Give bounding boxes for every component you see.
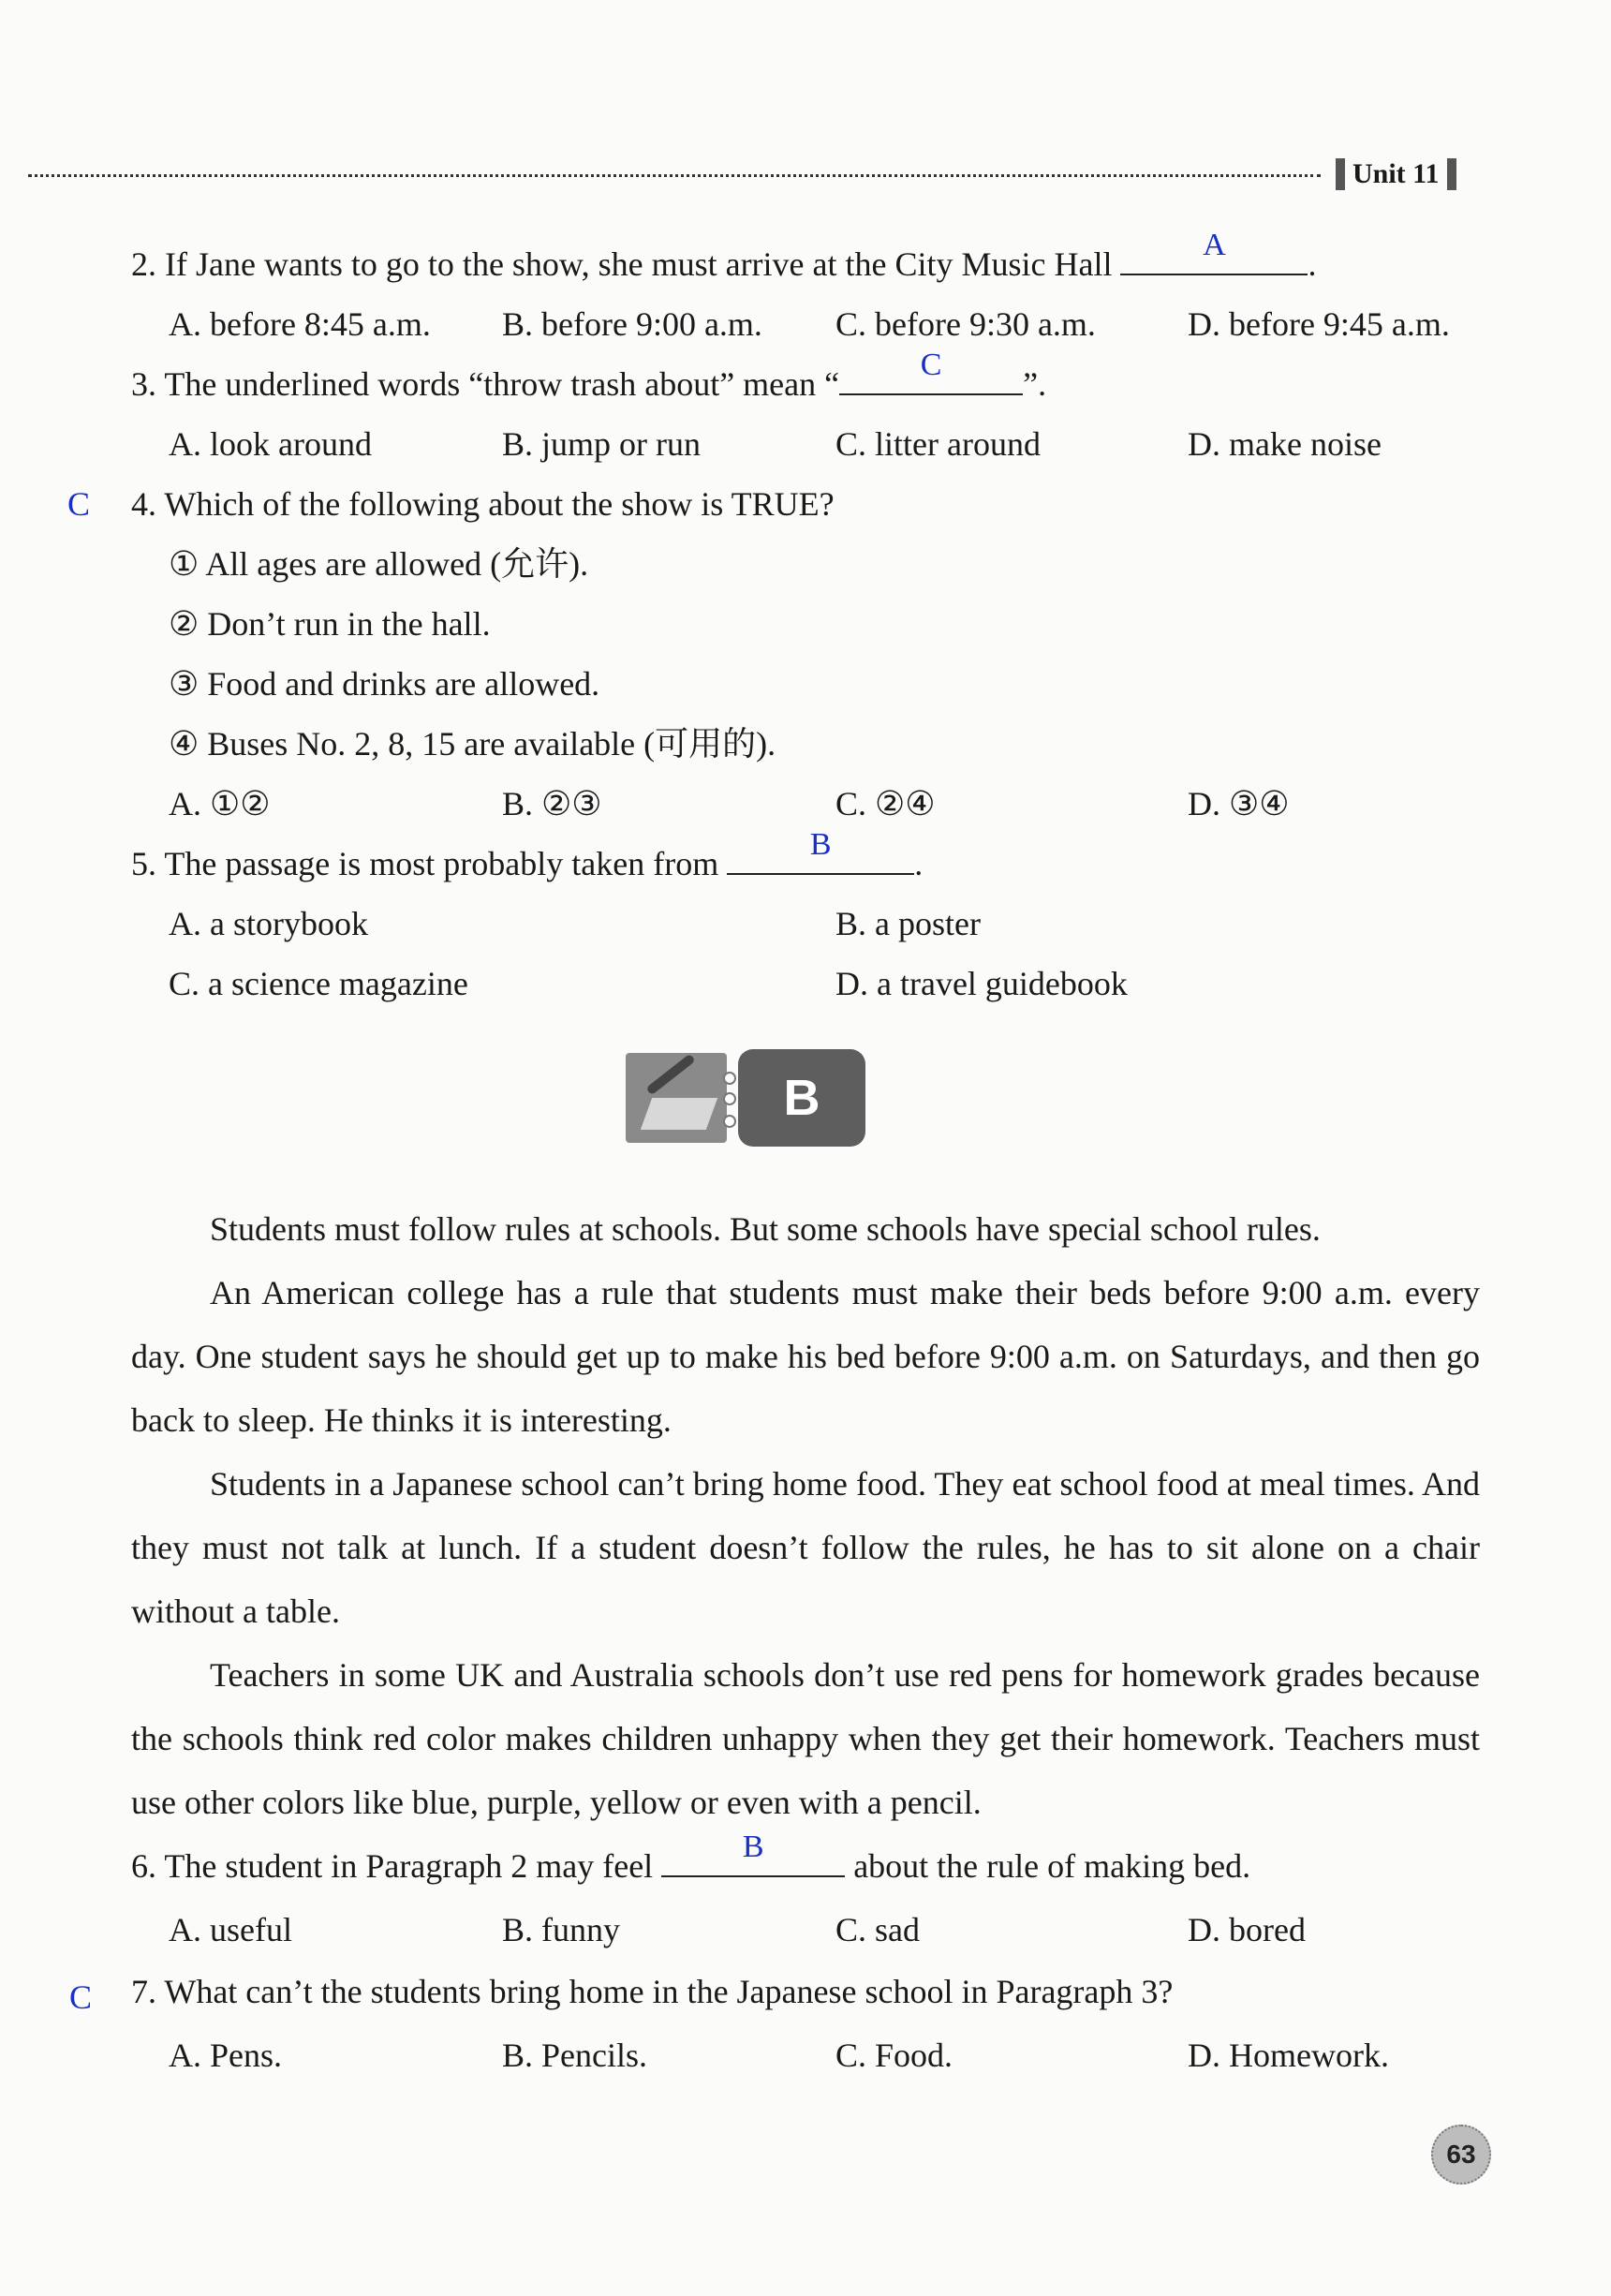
passage-paragraph-3: Students in a Japanese school can’t bring home food. They eat school food at meal times. And they must not talk at lunch. If a student doesn’t follow the rules, he has to sit alone on a chair without a table. [131, 1465, 1480, 1630]
unit-label: Unit 11 [1352, 158, 1440, 189]
q3-option-b[interactable]: B. jump or run [502, 425, 701, 463]
section-label: B [738, 1049, 865, 1147]
question-6 [131, 1829, 1251, 1887]
q4-statement-2: ② Don’t run in the hall. [169, 605, 491, 643]
question-6-answer: B [742, 1829, 764, 1864]
q3-option-c[interactable]: C. litter around [835, 425, 1041, 463]
connector-dot [723, 1072, 736, 1085]
connector-dot [723, 1092, 736, 1105]
question-6-text: 6. The student in Paragraph 2 may feel [131, 1847, 654, 1885]
q4-option-c[interactable]: C. ②④ [835, 785, 936, 822]
question-6-blank[interactable] [661, 1829, 845, 1877]
question-6-tail: about the rule of making bed. [853, 1847, 1251, 1885]
question-5 [131, 827, 924, 884]
q2-option-c[interactable]: C. before 9:30 a.m. [835, 305, 1096, 343]
question-5-text: 5. The passage is most probably taken from [131, 845, 719, 882]
question-2 [131, 228, 1317, 285]
q5-option-a[interactable]: A. a storybook [169, 905, 368, 942]
question-5-blank[interactable] [727, 827, 914, 875]
connector-dot [723, 1115, 736, 1128]
question-7-margin-answer: C [69, 1978, 93, 2016]
unit-tag [1336, 156, 1456, 193]
reading-passage [131, 1197, 1480, 1834]
question-2-answer: A [1203, 228, 1226, 262]
q2-option-d[interactable]: D. before 9:45 a.m. [1188, 305, 1450, 343]
question-2-tail: . [1308, 245, 1317, 283]
q6-option-a[interactable]: A. useful [169, 1911, 292, 1948]
book-quill-icon [626, 1053, 727, 1143]
q5-option-b[interactable]: B. a poster [835, 905, 981, 942]
unit-tag-left-bar [1336, 158, 1345, 190]
passage-paragraph-4: Teachers in some UK and Australia schools don’t use red pens for homework grades because the schools think red color makes children unhappy when they get their homework. Teachers must use other colors like blue, purple, yellow or even with a pencil. [131, 1656, 1480, 1821]
question-4-text: 4. Which of the following about the show is TRUE? [131, 485, 835, 523]
q2-option-b[interactable]: B. before 9:00 a.m. [502, 305, 762, 343]
q4-statement-4: ④ Buses No. 2, 8, 15 are available (可用的). [169, 725, 776, 763]
q3-option-d[interactable]: D. make noise [1188, 425, 1382, 463]
q4-option-a[interactable]: A. ①② [169, 785, 271, 822]
question-3 [131, 348, 1047, 405]
question-5-tail: . [914, 845, 924, 882]
passage-paragraph-1: Students must follow rules at schools. But some schools have special school rules. [210, 1210, 1321, 1248]
question-2-blank[interactable] [1120, 228, 1308, 275]
q3-option-a[interactable]: A. look around [169, 425, 372, 463]
q4-statement-1: ① All ages are allowed (允许). [169, 545, 589, 583]
section-b-header [626, 1049, 865, 1147]
question-3-tail: ”. [1023, 365, 1047, 403]
question-4-margin-answer: C [67, 485, 91, 523]
q2-option-a[interactable]: A. before 8:45 a.m. [169, 305, 431, 343]
header-dotted-rule [28, 174, 1321, 177]
q4-option-d[interactable]: D. ③④ [1188, 785, 1290, 822]
quill-shape [645, 1054, 695, 1096]
book-page-shape [641, 1098, 717, 1130]
q6-option-b[interactable]: B. funny [502, 1911, 620, 1948]
q5-option-c[interactable]: C. a science magazine [169, 965, 468, 1002]
q7-option-c[interactable]: C. Food. [835, 2037, 953, 2074]
q7-option-a[interactable]: A. Pens. [169, 2037, 283, 2074]
q4-statement-3: ③ Food and drinks are allowed. [169, 665, 600, 703]
question-3-text: 3. The underlined words “throw trash about” mean “ [131, 365, 840, 403]
passage-paragraph-2: An American college has a rule that students must make their beds before 9:00 a.m. every day. One student says he should get up to make his bed before 9:00 a.m. on Saturdays, and then go back to sleep. He thinks it is interesting. [131, 1274, 1480, 1439]
question-3-answer: C [920, 348, 942, 382]
q7-option-d[interactable]: D. Homework. [1188, 2037, 1389, 2074]
q4-option-b[interactable]: B. ②③ [502, 785, 602, 822]
q6-option-d[interactable]: D. bored [1188, 1911, 1306, 1948]
question-2-text: 2. If Jane wants to go to the show, she must arrive at the City Music Hall [131, 245, 1113, 283]
question-5-answer: B [809, 827, 832, 862]
q7-option-b[interactable]: B. Pencils. [502, 2037, 648, 2074]
unit-tag-right-bar [1447, 158, 1456, 190]
q5-option-d[interactable]: D. a travel guidebook [835, 965, 1128, 1002]
q6-option-c[interactable]: C. sad [835, 1911, 920, 1948]
page-number: 63 [1431, 2125, 1491, 2185]
question-3-blank[interactable] [839, 348, 1023, 395]
question-7-text: 7. What can’t the students bring home in the Japanese school in Paragraph 3? [131, 1973, 1174, 2010]
